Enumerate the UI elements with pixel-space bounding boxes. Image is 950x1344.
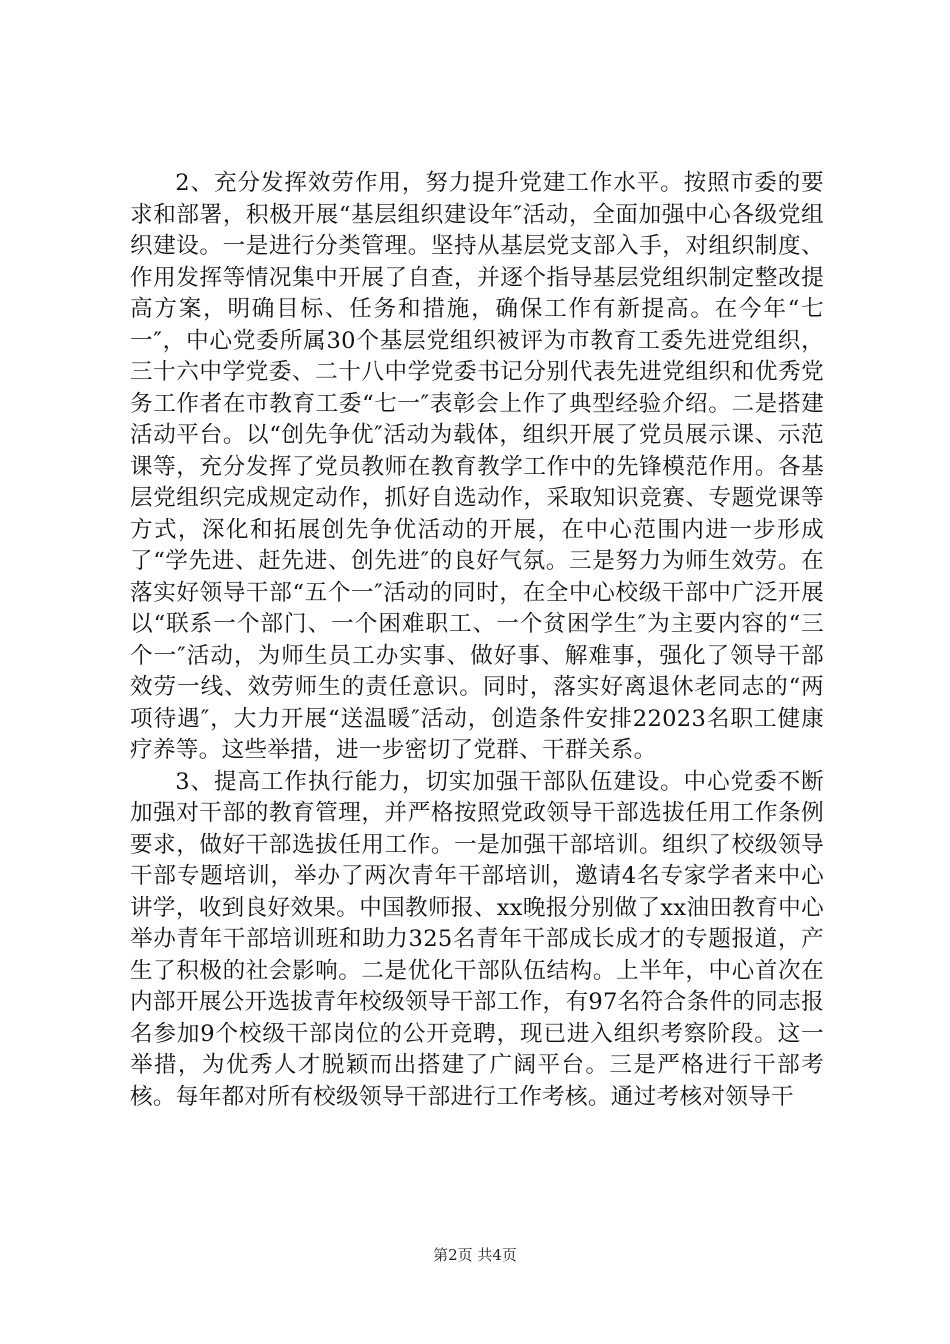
- paragraph-2: 2、充分发挥效劳作用，努力提升党建工作水平。按照市委的要求和部署，积极开展“基层组织建设年″活动，全面加强中心各级党组织建设。一是进行分类管理。坚持从基层党支部入手，对组织制度、作用发挥等情况集中开展了自查，并逐个指导基层党组织制定整改提高方案，明确目标、任务和措施，确保工作有新提高。在今年“七一″，中心党委所属30个基层党组织被评为市教育工委先进党组织，三十六中学党委、二十八中学党委书记分别代表先进党组织和优秀党务工作者在市教育工委“七一″表彰会上作了典型经验介绍。二是搭建活动平台。以“创先争优″活动为载体，组织开展了党员展示课、示范课等，充分发挥了党员教师在教育教学工作中的先锋模范作用。各基层党组织完成规定动作，抓好自选动作，采取知识竞赛、专题党课等方式，深化和拓展创先争优活动的开展，在中心范围内进一步形成了“学先进、赶先进、创先进″的良好气氛。三是努力为师生效劳。在落实好领导干部“五个一″活动的同时，在全中心校级干部中广泛开展以“联系一个部门、一个困难职工、一个贫困学生″为主要内容的“三个一″活动，为师生员工办实事、做好事、解难事，强化了领导干部效劳一线、效劳师生的责任意识。同时，落实好离退休老同志的“两项待遇″，大力开展“送温暖″活动，创造条件安排22023名职工健康疗养等。这些举措，进一步密切了党群、干群关系。: [130, 170, 824, 763]
- paragraph-3: 3、提高工作执行能力，切实加强干部队伍建设。中心党委不断加强对干部的教育管理，并严格按照党政领导干部选拔任用工作条例要求，做好干部选拔任用工作。一是加强干部培训。组织了校级领导干部专题培训，举办了两次青年干部培训，邀请4名专家学者来中心讲学，收到良好效果。中国教师报、xx晚报分别做了xx油田教育中心举办青年干部培训班和助力325名青年干部成长成才的专题报道，产生了积极的社会影响。二是优化干部队伍结构。上半年，中心首次在内部开展公开选拔青年校级领导干部工作，有97名符合条件的同志报名参加9个校级干部岗位的公开竞聘，现已进入组织考察阶段。这一举措，为优秀人才脱颖而出搭建了广阔平台。三是严格进行干部考核。每年都对所有校级领导干部进行工作考核。通过考核对领导干: [130, 768, 824, 1110]
- page-footer: 第2页 共4页: [433, 1246, 517, 1264]
- document-body: [130, 168, 824, 1113]
